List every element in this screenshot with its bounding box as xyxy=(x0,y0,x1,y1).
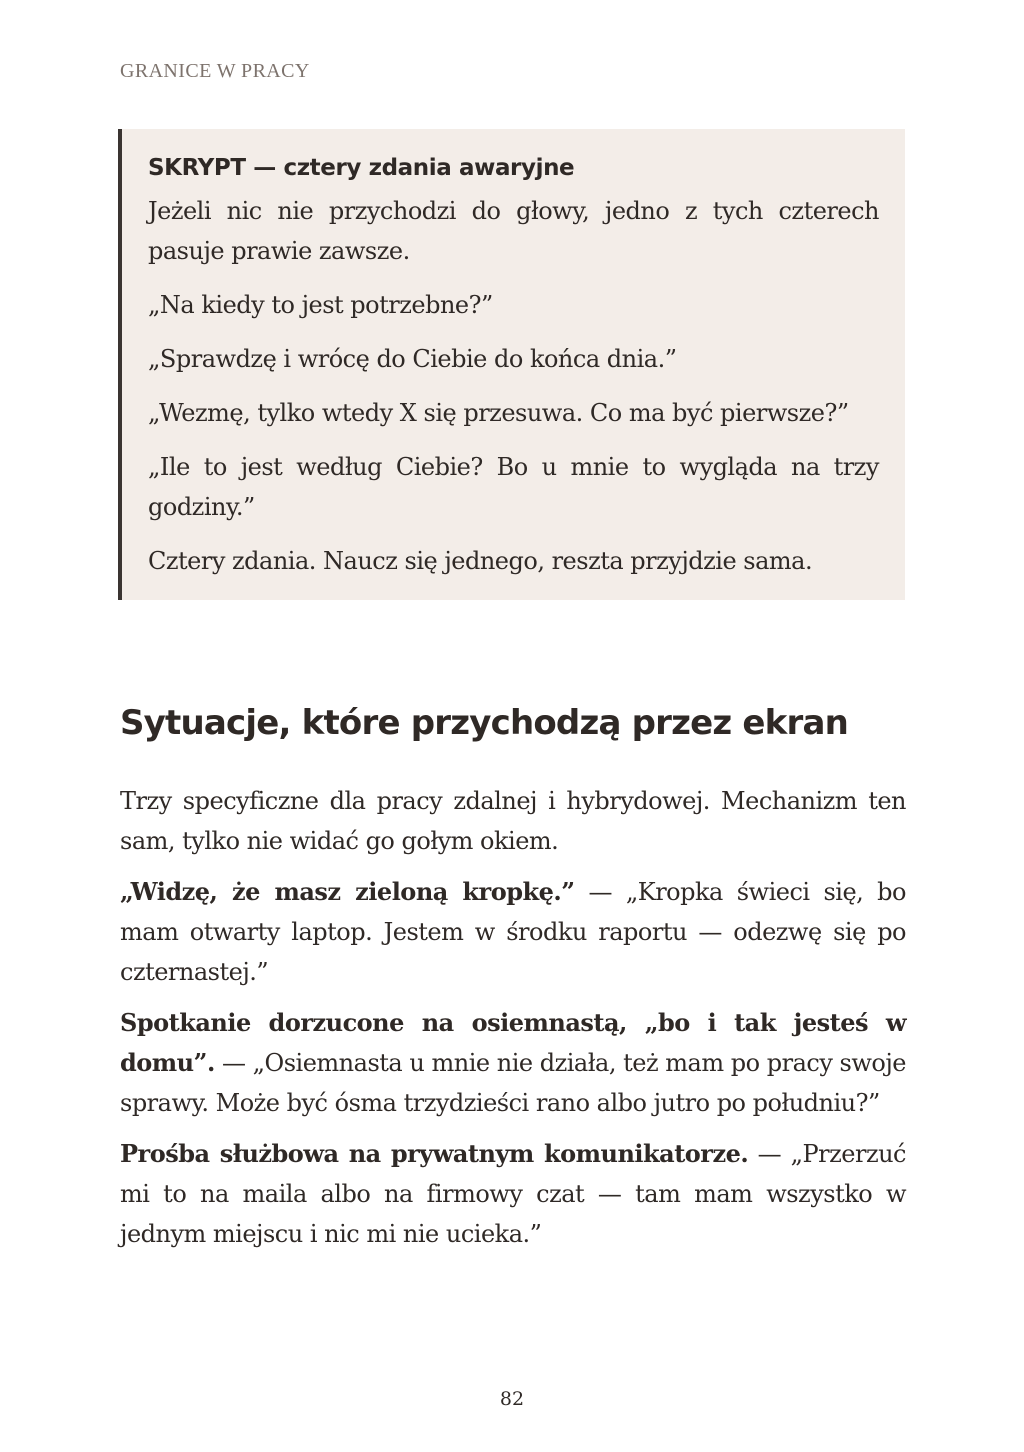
situation-item xyxy=(120,1003,906,1123)
running-head: GRANICE W PRACY xyxy=(120,60,310,82)
situation-lead: „Widzę, że masz zieloną kropkę.” xyxy=(120,877,575,906)
situation-response: — „Przerzuć mi to na maila albo na firmowy czat — tam mam wszystko w jednym miejscu i nic mi nie ucieka.” xyxy=(120,1140,906,1248)
situation-item xyxy=(120,872,906,992)
situation-response: — „Osiemnasta u mnie nie działa, też mam po pracy swoje sprawy. Może być ósma trzydzieści rano albo jutro po południu?” xyxy=(120,1049,906,1117)
section-heading: Sytuacje, które przychodzą przez ekran xyxy=(120,703,849,743)
page-number: 82 xyxy=(499,1388,525,1410)
situation-lead: Prośba służbowa na prywatnym komunikatorze. xyxy=(120,1139,749,1168)
sidebar-script-line: „Ile to jest według Ciebie? Bo u mnie to wygląda na trzy godziny.” xyxy=(148,453,879,521)
situation-response: — „Kropka świeci się, bo mam otwarty laptop. Jestem w środku raportu — odezwę się po czternastej.” xyxy=(120,878,906,986)
situation-item xyxy=(120,1134,906,1254)
script-sidebar-box xyxy=(118,129,905,600)
situation-lead: Spotkanie dorzucone na osiemnastą, „bo i tak jesteś w domu”. xyxy=(120,1008,906,1077)
section-body xyxy=(120,781,906,1265)
sidebar-title: SKRYPT — cztery zdania awaryjne xyxy=(148,155,575,181)
sidebar-script-line: „Sprawdzę i wrócę do Ciebie do końca dnia.” xyxy=(148,345,677,373)
sidebar-closing-line: Cztery zdania. Naucz się jednego, reszta przyjdzie sama. xyxy=(148,547,813,575)
sidebar-paragraph: Jeżeli nic nie przychodzi do głowy, jedno z tych czterech pasuje prawie zawsze. xyxy=(148,197,879,265)
sidebar-script-line: „Wezmę, tylko wtedy X się przesuwa. Co ma być pierwsze?” xyxy=(148,399,849,427)
sidebar-script-line: „Na kiedy to jest potrzebne?” xyxy=(148,291,493,319)
section-intro: Trzy specyficzne dla pracy zdalnej i hybrydowej. Mechanizm ten sam, tylko nie widać go gołym okiem. xyxy=(120,787,906,855)
